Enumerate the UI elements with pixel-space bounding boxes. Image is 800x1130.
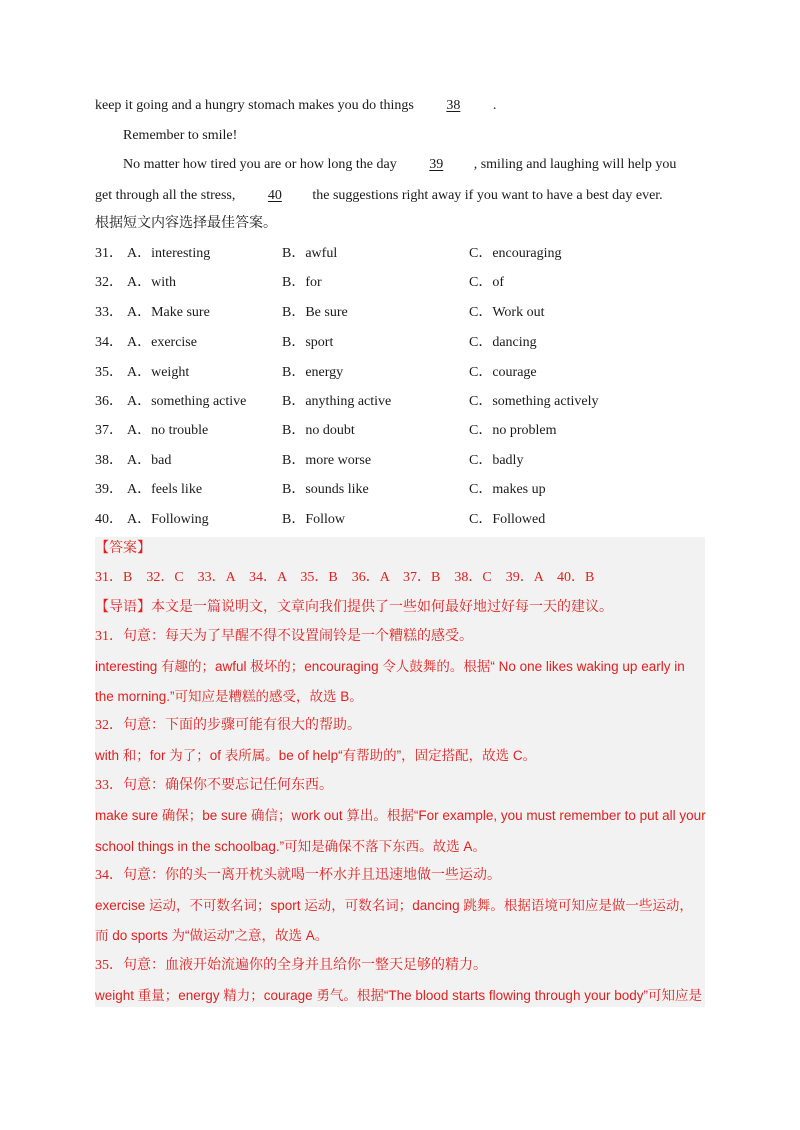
option-a: A．exercise	[127, 335, 197, 350]
question-number: 33．	[95, 305, 123, 320]
explanation-line: 34．句意：你的头一离开枕头就喝一杯水并且迅速地做一些运动。	[95, 868, 501, 883]
option-a: A．weight	[127, 365, 190, 380]
passage-text: the suggestions right away if you want to have a best day ever.	[312, 188, 663, 203]
option-b: B．Follow	[282, 512, 346, 527]
explanation-line: 35．句意：血液开始流遍你的全身并且给你一整天足够的精力。	[95, 958, 487, 973]
blank-38: 38	[446, 98, 461, 113]
question-number: 35．	[95, 365, 123, 380]
question-row	[95, 480, 705, 500]
question-row	[95, 392, 705, 412]
question-number: 38．	[95, 453, 123, 468]
option-c: C．no problem	[469, 423, 557, 438]
explanation-line: weight 重量；energy 精力；courage 勇气。根据“The blood starts flowing through your body”可知应是	[95, 988, 702, 1003]
option-c: C．dancing	[469, 335, 537, 350]
question-number: 31．	[95, 246, 123, 261]
question-row	[95, 273, 705, 293]
option-b: B．energy	[282, 365, 344, 380]
option-a: A．Following	[127, 512, 209, 527]
passage-text: , smiling and laughing will help you	[473, 157, 677, 172]
question-number: 37．	[95, 423, 123, 438]
option-a: A．with	[127, 275, 176, 290]
explanation-line: 31．句意：每天为了早醒不得不设置闹铃是一个糟糕的感受。	[95, 629, 473, 644]
option-b: B．sport	[282, 335, 334, 350]
explanation-line: 32．句意：下面的步骤可能有很大的帮助。	[95, 718, 361, 733]
instruction: 根据短文内容选择最佳答案。	[95, 216, 277, 231]
explanation-line: school things in the schoolbag.”可知是确保不落下东西。故选 A。	[95, 839, 486, 854]
option-b: B．sounds like	[282, 482, 369, 497]
explanation-line: with 和；for 为了；of 表所属。be of help“有帮助的”，固定搭配，故选 C。	[95, 748, 537, 763]
option-c: C．Followed	[469, 512, 546, 527]
blank-40: 40	[267, 188, 282, 203]
question-row	[95, 451, 705, 471]
option-b: B．awful	[282, 246, 338, 261]
option-c: C．something actively	[469, 394, 599, 409]
option-c: C．courage	[469, 365, 537, 380]
passage-line-4	[95, 186, 663, 206]
passage-line-2: Remember to smile!	[123, 128, 238, 143]
answer-heading: 【答案】	[95, 541, 151, 556]
option-a: A．feels like	[127, 482, 203, 497]
option-b: B．anything active	[282, 394, 392, 409]
passage-line-1	[95, 96, 496, 116]
question-row	[95, 333, 705, 353]
option-c: C．of	[469, 275, 504, 290]
option-a: A．Make sure	[127, 305, 210, 320]
option-b: B．for	[282, 275, 322, 290]
option-a: A．bad	[127, 453, 172, 468]
explanation-line: make sure 确保；be sure 确信；work out 算出。根据“For example, you must remember to put all your	[95, 808, 706, 823]
guide-text: 【导语】本文是一篇说明文，文章向我们提供了一些如何最好地过好每一天的建议。	[95, 600, 613, 615]
question-row	[95, 363, 705, 383]
passage-line-3	[123, 155, 676, 175]
explanation-line: the morning.”可知应是糟糕的感受，故选 B。	[95, 689, 363, 704]
passage-text: get through all the stress,	[95, 188, 236, 203]
question-number: 40．	[95, 512, 123, 527]
question-row	[95, 303, 705, 323]
question-number: 39．	[95, 482, 123, 497]
blank-39: 39	[429, 157, 444, 172]
question-number: 32．	[95, 275, 123, 290]
option-b: B．no doubt	[282, 423, 355, 438]
question-number: 34．	[95, 335, 123, 350]
question-row	[95, 510, 705, 530]
question-row	[95, 421, 705, 441]
option-c: C．badly	[469, 453, 524, 468]
option-a: A．interesting	[127, 246, 211, 261]
option-b: B．Be sure	[282, 305, 348, 320]
option-a: A．no trouble	[127, 423, 209, 438]
explanation-line: 而 do sports 为“做运动”之意，故选 A。	[95, 928, 329, 943]
passage-text: keep it going and a hungry stomach makes you do things	[95, 98, 414, 113]
option-c: C．encouraging	[469, 246, 562, 261]
explanation-line: interesting 有趣的；awful 极坏的；encouraging 令人鼓舞的。根据“ No one likes waking up early in	[95, 659, 685, 674]
question-row	[95, 244, 705, 264]
explanation-line: 33．句意：确保你不要忘记任何东西。	[95, 778, 333, 793]
answer-key: 31．B 32．C 33．A 34．A 35．B 36．A 37．B 38．C 39．A 40．B	[95, 570, 595, 585]
passage-text: .	[492, 98, 497, 113]
option-b: B．more worse	[282, 453, 372, 468]
explanation-line: exercise 运动，不可数名词；sport 运动，可数名词；dancing 跳舞。根据语境可知应是做一些运动，	[95, 898, 693, 913]
question-number: 36．	[95, 394, 123, 409]
option-c: C．makes up	[469, 482, 546, 497]
option-c: C．Work out	[469, 305, 545, 320]
passage-text: No matter how tired you are or how long the day	[123, 157, 397, 172]
option-a: A．something active	[127, 394, 247, 409]
